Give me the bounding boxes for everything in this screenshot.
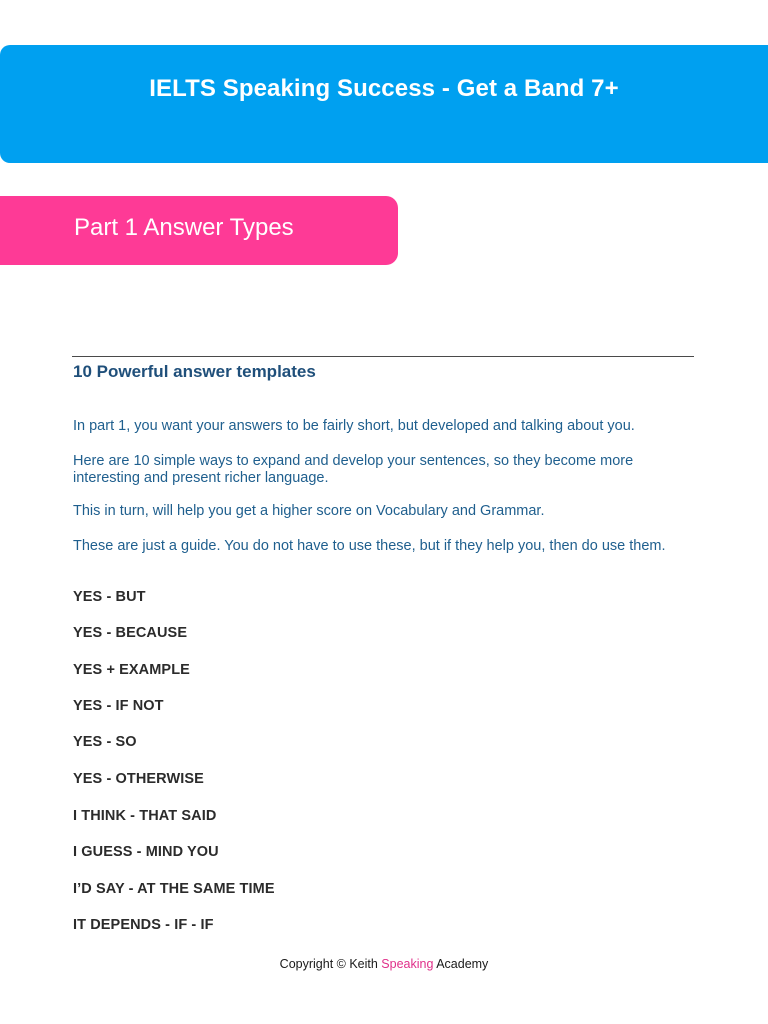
paragraph: These are just a guide. You do not have to use these, but if they help you, then do use them. (73, 538, 666, 554)
template-item: YES - BUT (73, 589, 146, 605)
paragraph: In part 1, you want your answers to be fairly short, but developed and talking about you. (73, 418, 635, 434)
paragraph: This in turn, will help you get a higher score on Vocabulary and Grammar. (73, 503, 545, 519)
footer-suffix: Academy (433, 957, 489, 971)
section-title: Part 1 Answer Types (74, 214, 294, 241)
template-item: YES - OTHERWISE (73, 771, 204, 787)
template-item: YES + EXAMPLE (73, 662, 190, 678)
divider (72, 356, 694, 357)
template-item: I GUESS - MIND YOU (73, 844, 219, 860)
header-banner (0, 45, 768, 163)
footer-prefix: Copyright © Keith (279, 957, 382, 971)
template-item: YES - IF NOT (73, 698, 164, 714)
paragraph: Here are 10 simple ways to expand and develop your sentences, so they become more interesting and present richer language. (73, 453, 634, 486)
content-heading: 10 Powerful answer templates (73, 362, 316, 381)
template-item: YES - BECAUSE (73, 625, 188, 641)
template-item: I THINK - THAT SAID (73, 808, 217, 824)
template-item: YES - SO (73, 734, 137, 750)
document-title: IELTS Speaking Success - Get a Band 7+ (149, 75, 619, 102)
footer-accent: Speaking (381, 957, 434, 971)
template-item: I’D SAY - AT THE SAME TIME (73, 881, 275, 897)
template-item: IT DEPENDS - IF - IF (73, 917, 214, 933)
footer-copyright (0, 957, 768, 971)
